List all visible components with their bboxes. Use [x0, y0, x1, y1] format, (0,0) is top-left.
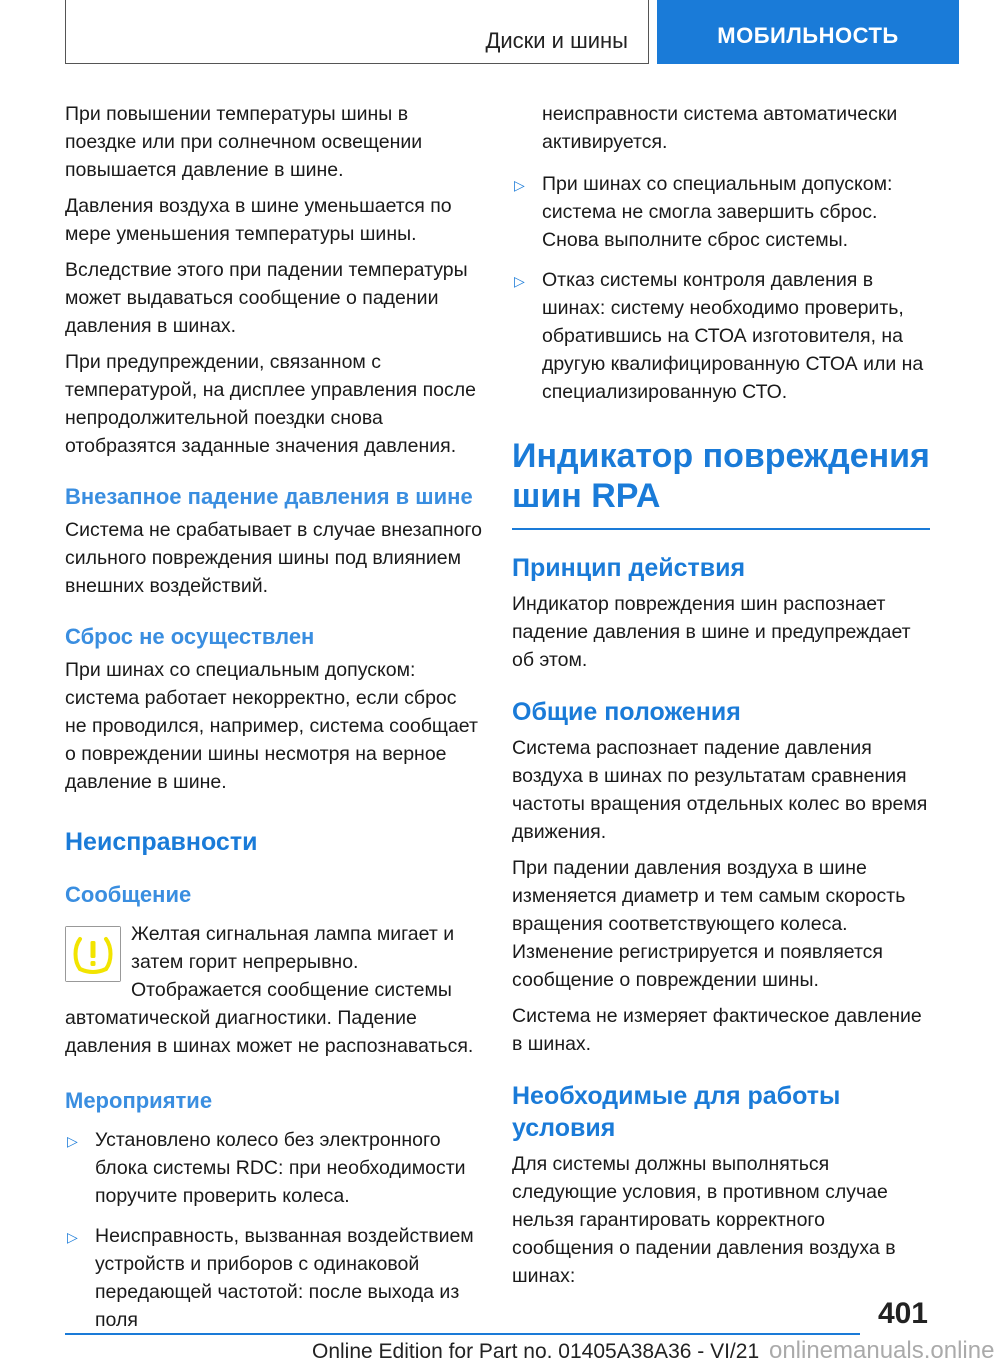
heading-general: Общие положения	[512, 698, 741, 726]
tire-pressure-warning-icon	[65, 926, 121, 982]
left-column	[65, 100, 483, 1346]
heading-conditions: Необходимые для работы условия	[512, 1082, 841, 1142]
header-frame	[65, 0, 649, 64]
measure-list	[65, 1126, 483, 1334]
paragraph: Вследствие этого при падении температуры может выдаваться сообщение о падении давления в шинах.	[65, 259, 468, 337]
list-item	[512, 170, 930, 254]
paragraph: При повышении температуры шины в поездке или при солнечном освещении повышается давление в шине.	[65, 103, 423, 181]
list-item-text: При шинах со специальным допуском: система не смогла завершить сброс. Снова выполните сброс системы.	[542, 173, 893, 251]
heading-principle: Принцип действия	[512, 554, 746, 582]
paragraph: Желтая сигнальная лампа мигает и затем горит непрерывно. Отображается сообщение системы автоматической диагностики. Падение давления в шинах может не распознаваться.	[65, 923, 474, 1057]
header-section-title: Диски и шины	[485, 28, 628, 53]
paragraph: Система не измеряет фактическое давление в шинах.	[512, 1005, 922, 1055]
right-column	[512, 100, 930, 1298]
edition-text: Online Edition for Part no. 01405A38A36 - VI/21	[312, 1340, 760, 1363]
list-item-text: Установлено колесо без электронного блока системы RDC: при необходимости поручите проверить колеса.	[95, 1129, 466, 1207]
paragraph: При предупреждении, связанном с температурой, на дисплее управления после непродолжительной поездки снова отобразятся заданные значения давления.	[65, 351, 476, 457]
list-item	[512, 266, 930, 406]
paragraph: Система не срабатывает в случае внезапного сильного повреждения шины под влиянием внешних воздействий.	[65, 519, 482, 597]
heading-measure: Мероприятие	[65, 1088, 213, 1113]
heading-message: Сообщение	[65, 882, 192, 907]
warning-message-block	[65, 920, 483, 1060]
triangle-right-icon: ▷	[67, 1133, 78, 1149]
measure-list-continued	[512, 100, 930, 406]
heading-faults: Неисправности	[65, 828, 258, 856]
list-item	[65, 1126, 483, 1210]
triangle-right-icon: ▷	[514, 273, 525, 289]
heading-sudden-pressure-loss: Внезапное падение давления в шине	[65, 484, 473, 509]
triangle-right-icon: ▷	[67, 1229, 78, 1245]
heading-underline	[512, 528, 930, 530]
triangle-right-icon: ▷	[514, 177, 525, 193]
footer-edition	[312, 1337, 994, 1365]
paragraph: Давления воздуха в шине уменьшается по мере уменьшения температуры шины.	[65, 195, 452, 245]
heading-rpa: Индикатор повреждения шин RPA	[512, 437, 930, 515]
list-item-text: неисправности система автоматически активируется.	[542, 103, 898, 153]
paragraph: Система распознает падение давления воздуха в шинах по результатам сравнения частоты вращения отдельных колес во время движения.	[512, 737, 928, 843]
header-chapter-tab: МОБИЛЬНОСТЬ	[657, 0, 959, 64]
heading-reset-not-done: Сброс не осуществлен	[65, 624, 315, 649]
paragraph: Индикатор повреждения шин распознает падение давления в шине и предупреждает об этом.	[512, 593, 911, 671]
paragraph: При падении давления воздуха в шине изменяется диаметр и тем самым скорость вращения соответствующего колеса. Изменение регистрируется и появляется сообщение о повреждении шины.	[512, 857, 906, 991]
paragraph: При шинах со специальным допуском: система работает некорректно, если сброс не проводился, например, система сообщает о повреждении шины несмотря на верное давление в шине.	[65, 659, 478, 793]
watermark-text: onlinemanuals.online	[768, 1337, 994, 1364]
list-item	[65, 1222, 483, 1334]
paragraph: Для системы должны выполняться следующие условия, в противном случае нельзя гарантировать корректного сообщения о падении давления воздуха в шинах:	[512, 1153, 896, 1287]
list-item-text: Отказ системы контроля давления в шинах: систему необходимо проверить, обратившись на СТОА изготовителя, на другую квалифицированную СТОА или на специализированную СТО.	[542, 269, 924, 403]
list-item-text: Неисправность, вызванная воздействием устройств и приборов с одинаковой передающей частотой: после выхода из поля	[95, 1225, 474, 1331]
list-item	[512, 100, 930, 156]
page-number: 401	[877, 1297, 928, 1330]
footer-divider	[65, 1333, 860, 1335]
